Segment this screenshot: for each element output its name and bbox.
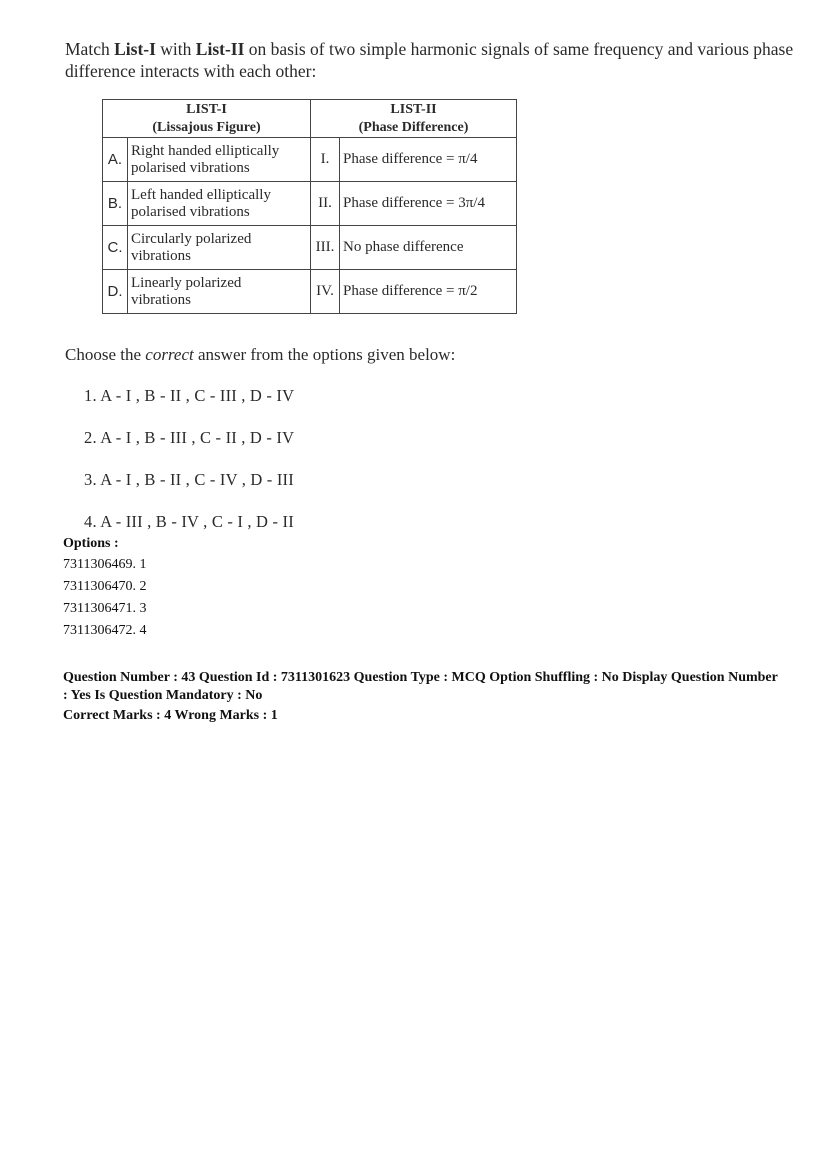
row-list1-line2: polarised vibrations <box>131 203 250 220</box>
question-connector: with <box>155 39 196 59</box>
row-list1-item <box>128 138 311 182</box>
header-list2-title: LIST-II <box>390 102 437 117</box>
row-list1-item <box>128 270 311 314</box>
row-list2-item: No phase difference <box>340 226 517 270</box>
answer-option-4: 4. A - III , B - IV , C - I , D - II <box>84 512 294 531</box>
row-list1-line1: Circularly polarized <box>131 230 252 247</box>
table-row <box>103 270 517 314</box>
row-list1-line1: Linearly polarized <box>131 274 242 291</box>
row-roman: II. <box>311 182 340 226</box>
option-id-2: 7311306470. 2 <box>63 579 147 594</box>
row-list2-item: Phase difference = π/4 <box>340 138 517 182</box>
row-list1-line2: polarised vibrations <box>131 159 250 176</box>
row-list1-line1: Left handed elliptically <box>131 186 271 203</box>
answer-option-3: 3. A - I , B - II , C - IV , D - III <box>84 470 294 489</box>
header-list2-subtitle: (Phase Difference) <box>358 120 469 135</box>
match-table <box>102 99 517 314</box>
option-id-1: 7311306469. 1 <box>63 557 147 572</box>
marks-line: Correct Marks : 4 Wrong Marks : 1 <box>63 708 278 723</box>
list2-label: List-II <box>195 39 245 59</box>
question-text <box>65 38 795 82</box>
row-list1-line2: vibrations <box>131 247 191 264</box>
row-letter: C. <box>103 226 128 270</box>
header-list2 <box>311 100 517 138</box>
row-list1-item <box>128 182 311 226</box>
option-id-3: 7311306471. 3 <box>63 601 147 616</box>
row-letter: A. <box>103 138 128 182</box>
row-roman: III. <box>311 226 340 270</box>
header-list1-title: LIST-I <box>186 102 227 117</box>
row-list1-item <box>128 226 311 270</box>
question-rest: on basis of two simple harmonic signals of same frequency and various phase difference interacts with each other: <box>65 39 794 81</box>
choose-part2: answer from the options given below: <box>193 345 456 364</box>
row-list2-item: Phase difference = 3π/4 <box>340 182 517 226</box>
header-list1-subtitle: (Lissajous Figure) <box>152 120 261 135</box>
options-label: Options : <box>63 536 119 551</box>
table-row <box>103 182 517 226</box>
row-list1-line2: vibrations <box>131 291 191 308</box>
choose-italic: correct <box>145 345 194 364</box>
question-metadata <box>63 669 783 725</box>
question-intro: Match <box>65 39 115 59</box>
option-id-4: 7311306472. 4 <box>63 623 147 638</box>
row-roman: I. <box>311 138 340 182</box>
choose-part1: Choose the <box>65 345 146 364</box>
table-header-row <box>103 100 517 138</box>
row-letter: B. <box>103 182 128 226</box>
choose-instruction <box>65 345 455 365</box>
answer-option-1: 1. A - I , B - II , C - III , D - IV <box>84 386 295 405</box>
question-metadata-line1: Question Number : 43 Question Id : 7311301623 Question Type : MCQ Option Shuffling : No Display Question Number : Yes Is Question Mandatory : No <box>63 670 778 703</box>
row-roman: IV. <box>311 270 340 314</box>
row-list2-item: Phase difference = π/2 <box>340 270 517 314</box>
table-row <box>103 138 517 182</box>
answer-option-2: 2. A - I , B - III , C - II , D - IV <box>84 428 295 447</box>
table-row <box>103 226 517 270</box>
row-letter: D. <box>103 270 128 314</box>
list1-label: List-I <box>114 39 156 59</box>
header-list1 <box>103 100 311 138</box>
row-list1-line1: Right handed elliptically <box>131 142 280 159</box>
